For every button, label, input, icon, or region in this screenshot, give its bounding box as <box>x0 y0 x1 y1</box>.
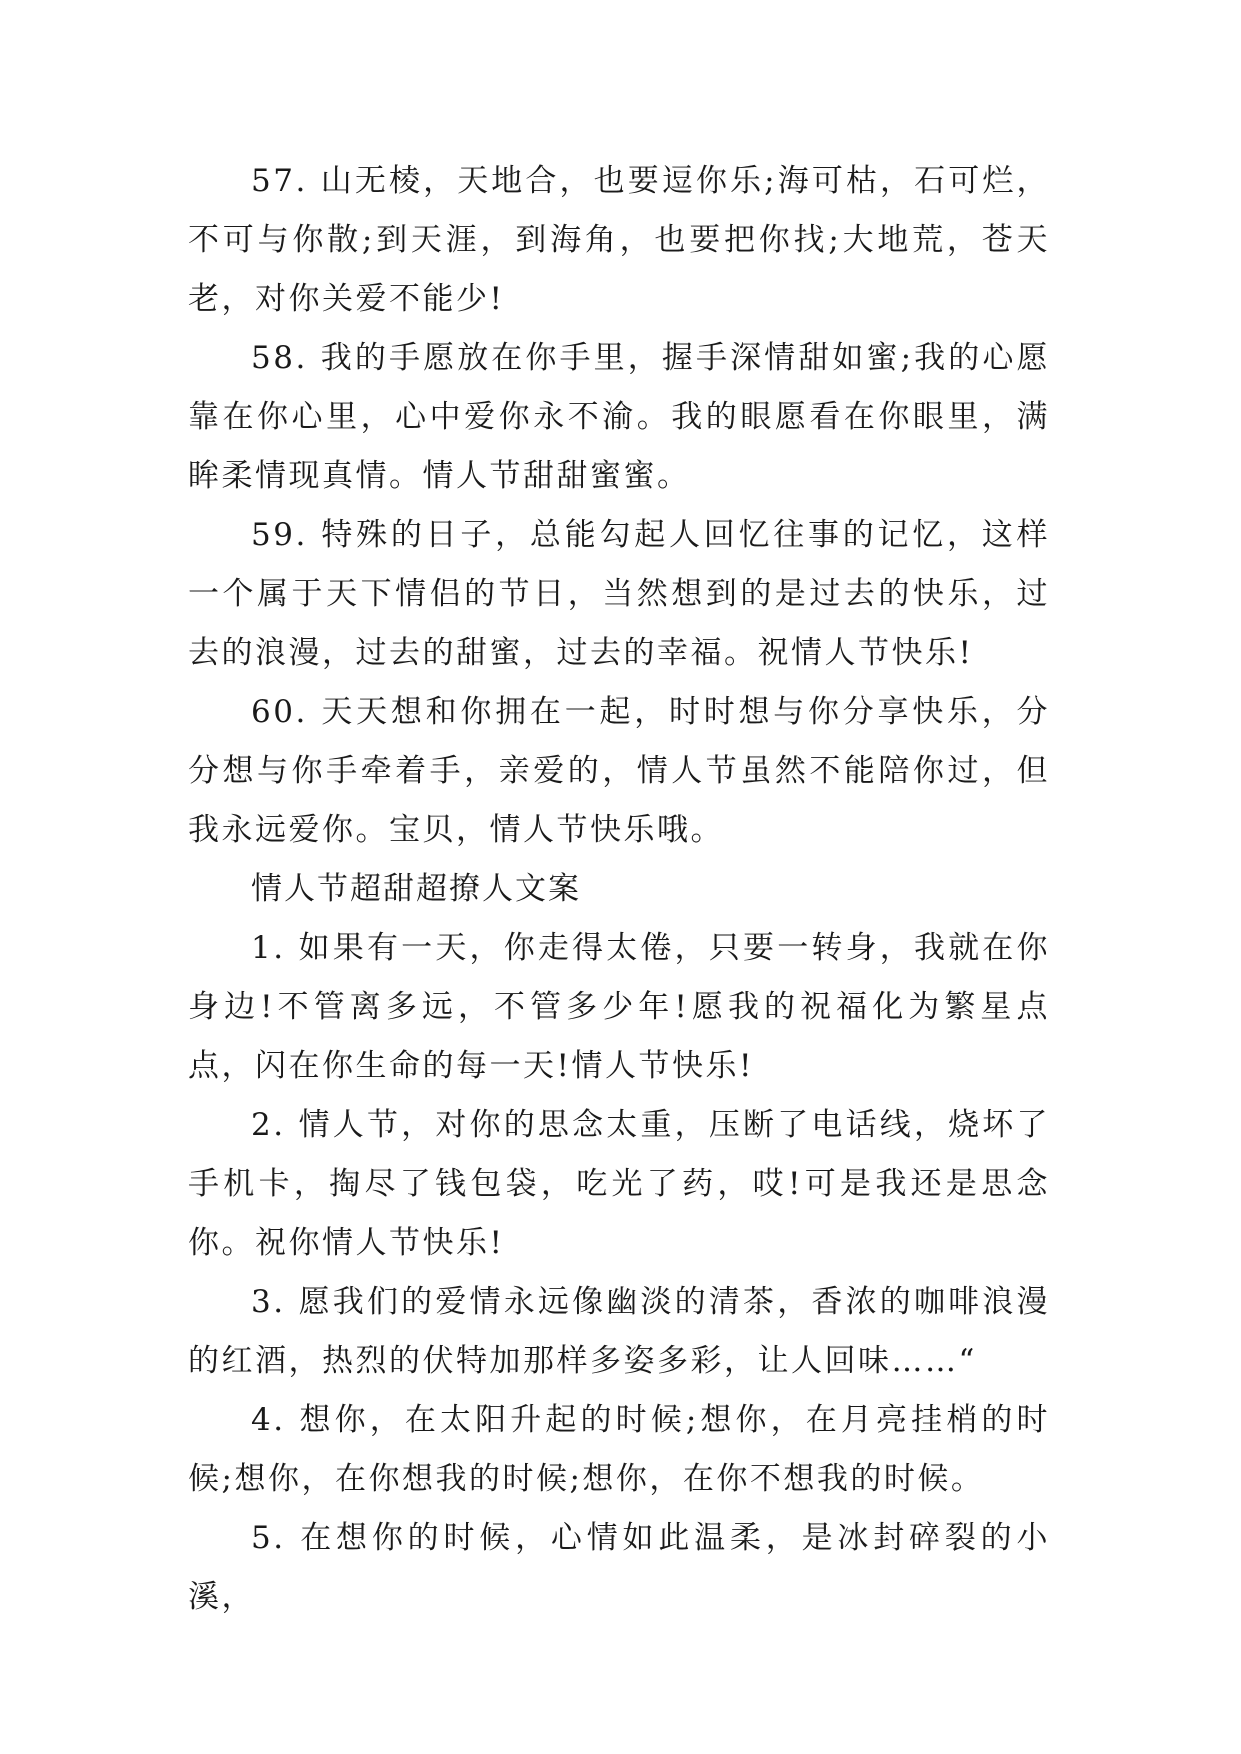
paragraph-2: 2. 情人节，对你的思念太重，压断了电话线，烧坏了手机卡，掏尽了钱包袋，吃光了药，哎!可是我还是思念你。祝你情人节快乐! <box>188 1107 1050 1261</box>
paragraph-1: 1. 如果有一天，你走得太倦，只要一转身，我就在你身边!不管离多远，不管多少年!愿我的祝福化为繁星点点，闪在你生命的每一天!情人节快乐! <box>188 930 1050 1084</box>
paragraph-59: 59. 特殊的日子，总能勾起人回忆往事的记忆，这样一个属于天下情侣的节日，当然想到的是过去的快乐，过去的浪漫，过去的甜蜜，过去的幸福。祝情人节快乐! <box>188 517 1050 671</box>
paragraph-58: 58. 我的手愿放在你手里，握手深情甜如蜜;我的心愿靠在你心里，心中爱你永不渝。我的眼愿看在你眼里，满眸柔情现真情。情人节甜甜蜜蜜。 <box>188 340 1050 494</box>
paragraph-57: 57. 山无棱，天地合，也要逗你乐;海可枯，石可烂，不可与你散;到天涯，到海角，也要把你找;大地荒，苍天老，对你关爱不能少! <box>188 163 1050 317</box>
paragraph-4: 4. 想你，在太阳升起的时候;想你，在月亮挂梢的时候;想你，在你想我的时候;想你，在你不想我的时候。 <box>188 1402 1050 1497</box>
document-page <box>188 152 1050 1627</box>
section-heading: 情人节超甜超撩人文案 <box>251 871 581 907</box>
paragraph-60: 60. 天天想和你拥在一起，时时想与你分享快乐，分分想与你手牵着手，亲爱的，情人节虽然不能陪你过，但我永远爱你。宝贝，情人节快乐哦。 <box>188 694 1050 848</box>
paragraph-5: 5. 在想你的时候，心情如此温柔，是冰封碎裂的小溪， <box>188 1520 1050 1615</box>
paragraph-3: 3. 愿我们的爱情永远像幽淡的清茶，香浓的咖啡浪漫的红酒，热烈的伏特加那样多姿多彩，让人回味……“ <box>188 1284 1050 1379</box>
